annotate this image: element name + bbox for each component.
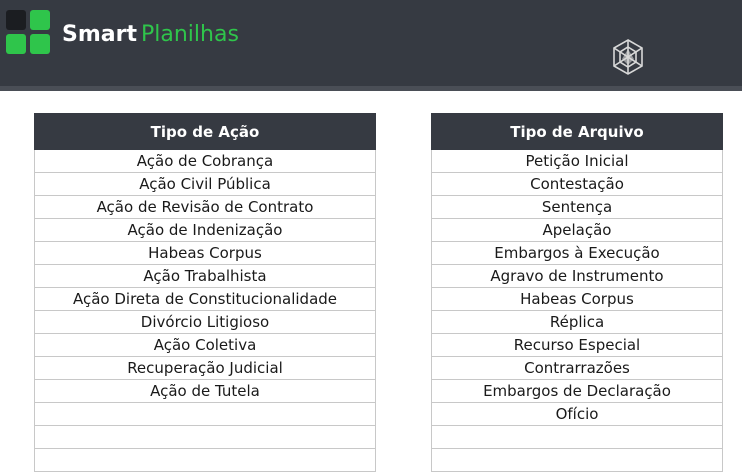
logo-square-green <box>30 34 50 54</box>
app-header <box>0 0 742 91</box>
brand-name-light: Planilhas <box>140 22 239 47</box>
table-cell[interactable]: Ação de Cobrança <box>34 150 376 173</box>
tipo-de-acao-table <box>34 113 376 472</box>
table-cell[interactable]: Agravo de Instrumento <box>431 265 723 288</box>
table-cell-empty[interactable] <box>431 449 723 472</box>
table-cell[interactable]: Ação de Tutela <box>34 380 376 403</box>
table-cell[interactable]: Ação Civil Pública <box>34 173 376 196</box>
tipo-de-arquivo-table <box>431 113 723 472</box>
brand-name-bold: Smart <box>62 22 137 47</box>
table-cell[interactable]: Recurso Especial <box>431 334 723 357</box>
smart-planilhas-logo-icon <box>6 10 52 56</box>
table-cell[interactable]: Habeas Corpus <box>34 242 376 265</box>
table-cell-empty[interactable] <box>431 426 723 449</box>
table-cell[interactable]: Petição Inicial <box>431 150 723 173</box>
table-cell[interactable]: Ação de Revisão de Contrato <box>34 196 376 219</box>
table-cell[interactable]: Contrarrazões <box>431 357 723 380</box>
table-cell-empty[interactable] <box>34 403 376 426</box>
table-cell[interactable]: Ação Direta de Constitucionalidade <box>34 288 376 311</box>
table-cell[interactable]: Embargos de Declaração <box>431 380 723 403</box>
table-cell[interactable]: Embargos à Execução <box>431 242 723 265</box>
logo-square-green <box>30 10 50 30</box>
table-cell[interactable]: Ação Trabalhista <box>34 265 376 288</box>
logo-square-green <box>6 34 26 54</box>
table-cell[interactable]: Recuperação Judicial <box>34 357 376 380</box>
table-cell-empty[interactable] <box>34 426 376 449</box>
table-cell[interactable]: Apelação <box>431 219 723 242</box>
table-cell[interactable]: Ação Coletiva <box>34 334 376 357</box>
table-cell[interactable]: Ação de Indenização <box>34 219 376 242</box>
table-cell[interactable]: Divórcio Litigioso <box>34 311 376 334</box>
tipo-de-arquivo-header[interactable]: Tipo de Arquivo <box>431 113 723 150</box>
tipo-de-acao-header[interactable]: Tipo de Ação <box>34 113 376 150</box>
table-cell[interactable]: Habeas Corpus <box>431 288 723 311</box>
table-cell[interactable]: Réplica <box>431 311 723 334</box>
gear-icon[interactable] <box>608 37 648 77</box>
logo-square-dark <box>6 10 26 30</box>
table-cell-empty[interactable] <box>34 449 376 472</box>
table-cell[interactable]: Ofício <box>431 403 723 426</box>
table-cell[interactable]: Sentença <box>431 196 723 219</box>
table-cell[interactable]: Contestação <box>431 173 723 196</box>
brand-name <box>62 20 239 50</box>
